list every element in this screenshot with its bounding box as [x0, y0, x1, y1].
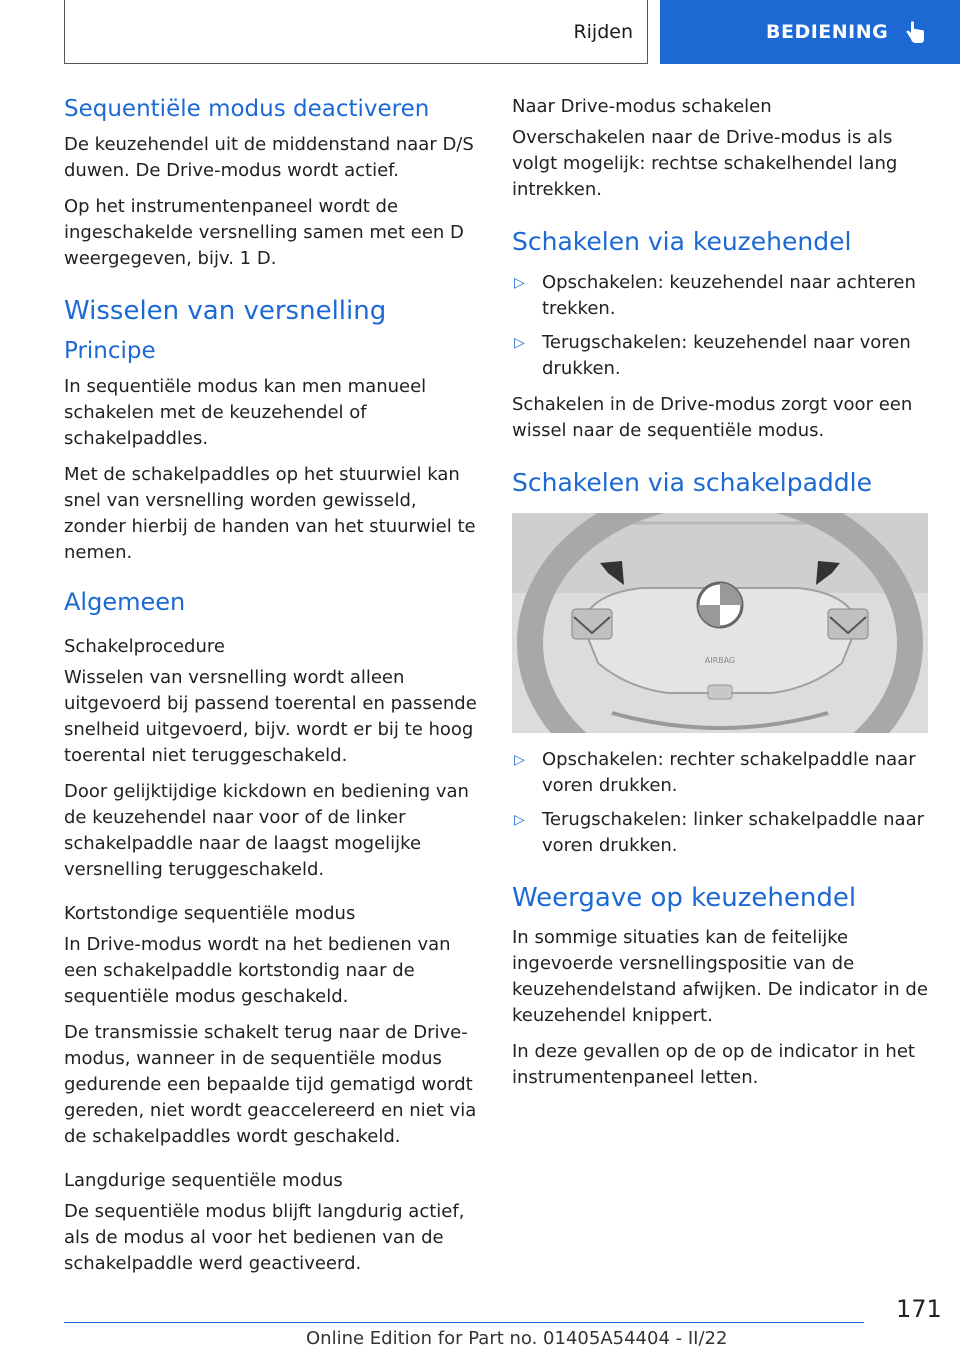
triangle-bullet-icon: ▷ — [514, 812, 525, 828]
paragraph: Met de schakelpaddles op het stuurwiel kan snel van versnelling worden gewisseld, zonder hierbij de handen van het stuurwiel te nemen. — [64, 464, 476, 563]
hand-pointer-icon — [902, 19, 928, 45]
paragraph: In sommige situaties kan de feitelijke ingevoerde versnellingspositie van de keuzehendelstand afwijken. De indicator in de keuzehendel knippert. — [512, 927, 928, 1026]
airbag-label: AIRBAG — [704, 656, 736, 665]
footer-edition: Online Edition for Part no. 01405A54404 - II/22 — [306, 1328, 728, 1349]
sub-heading: Schakelprocedure — [64, 636, 225, 657]
footer-divider — [64, 1322, 864, 1323]
bullet-list — [512, 270, 930, 382]
chapter-heading: Weergave op keuzehendel — [512, 883, 857, 913]
paragraph: In Drive-modus wordt na het bedienen van een schakelpaddle kortstondig naar de sequentiële modus geschakeld. — [64, 934, 451, 1007]
paragraph: Op het instrumentenpaneel wordt de ingeschakelde versnelling samen met een D weergegeven, bijv. 1 D. — [64, 196, 464, 269]
paragraph: In deze gevallen op de op de indicator in het instrumentenpaneel letten. — [512, 1041, 915, 1088]
triangle-bullet-icon: ▷ — [514, 275, 525, 291]
paragraph: Door gelijktijdige kickdown en bediening van de keuzehendel naar voor of de linker schakelpaddle naar de laagst mogelijke versnelling teruggeschakeld. — [64, 781, 469, 880]
triangle-bullet-icon: ▷ — [514, 335, 525, 351]
list-item: ▷ Opschakelen: rechter schakelpaddle naar voren drukken. — [514, 749, 916, 796]
steering-wheel-illustration — [512, 513, 928, 733]
sub-heading: Langdurige sequentiële modus — [64, 1170, 343, 1191]
section-heading: Algemeen — [64, 588, 186, 616]
section-heading: Sequentiële modus deactiveren — [64, 96, 430, 122]
section-heading: Schakelen via keuzehendel — [512, 227, 852, 256]
chapter-title: Rijden — [573, 20, 633, 43]
sub-heading: Kortstondige sequentiële modus — [64, 903, 356, 924]
paragraph: Wisselen van versnelling wordt alleen uitgevoerd bij passend toerental en passende snelheid uitgevoerd, bijv. wordt er bij te hoog toerental niet teruggeschakeld. — [64, 667, 477, 766]
section-title: BEDIENING — [766, 21, 889, 43]
paragraph: Schakelen in de Drive-modus zorgt voor een wissel naar de sequentiële modus. — [512, 394, 913, 441]
list-item: ▷ Terugschakelen: keuzehendel naar voren drukken. — [514, 332, 911, 379]
right-column — [512, 96, 930, 1101]
chapter-header — [64, 0, 648, 64]
section-heading: Principe — [64, 338, 156, 364]
paragraph: In sequentiële modus kan men manueel schakelen met de keuzehendel of schakelpaddles. — [64, 376, 427, 449]
triangle-bullet-icon: ▷ — [514, 752, 525, 768]
chapter-heading: Wisselen van versnelling — [64, 296, 387, 326]
sub-heading: Naar Drive-modus schakelen — [512, 96, 772, 117]
list-item: ▷ Opschakelen: keuzehendel naar achteren trekken. — [514, 272, 916, 319]
paragraph: De sequentiële modus blijft langdurig actief, als de modus al voor het bedienen van de schakelpaddle werd geactiveerd. — [64, 1201, 465, 1274]
section-header — [660, 0, 960, 64]
left-column — [64, 96, 482, 1287]
bullet-list — [512, 747, 930, 859]
paragraph: De keuzehendel uit de middenstand naar D/S duwen. De Drive-modus wordt actief. — [64, 134, 474, 181]
page-number: 171 — [896, 1295, 942, 1323]
section-heading: Schakelen via schakelpaddle — [512, 468, 872, 497]
list-item: ▷ Terugschakelen: linker schakelpaddle naar voren drukken. — [514, 809, 925, 856]
paragraph: De transmissie schakelt terug naar de Drive-modus, wanneer in de sequentiële modus gedurende een bepaalde tijd gematigd wordt gereden, niet wordt geaccelereerd en niet via de schakelpaddles wordt geschakeld. — [64, 1022, 477, 1147]
paragraph: Overschakelen naar de Drive-modus is als volgt mogelijk: rechtse schakelhendel lang intrekken. — [512, 127, 898, 200]
